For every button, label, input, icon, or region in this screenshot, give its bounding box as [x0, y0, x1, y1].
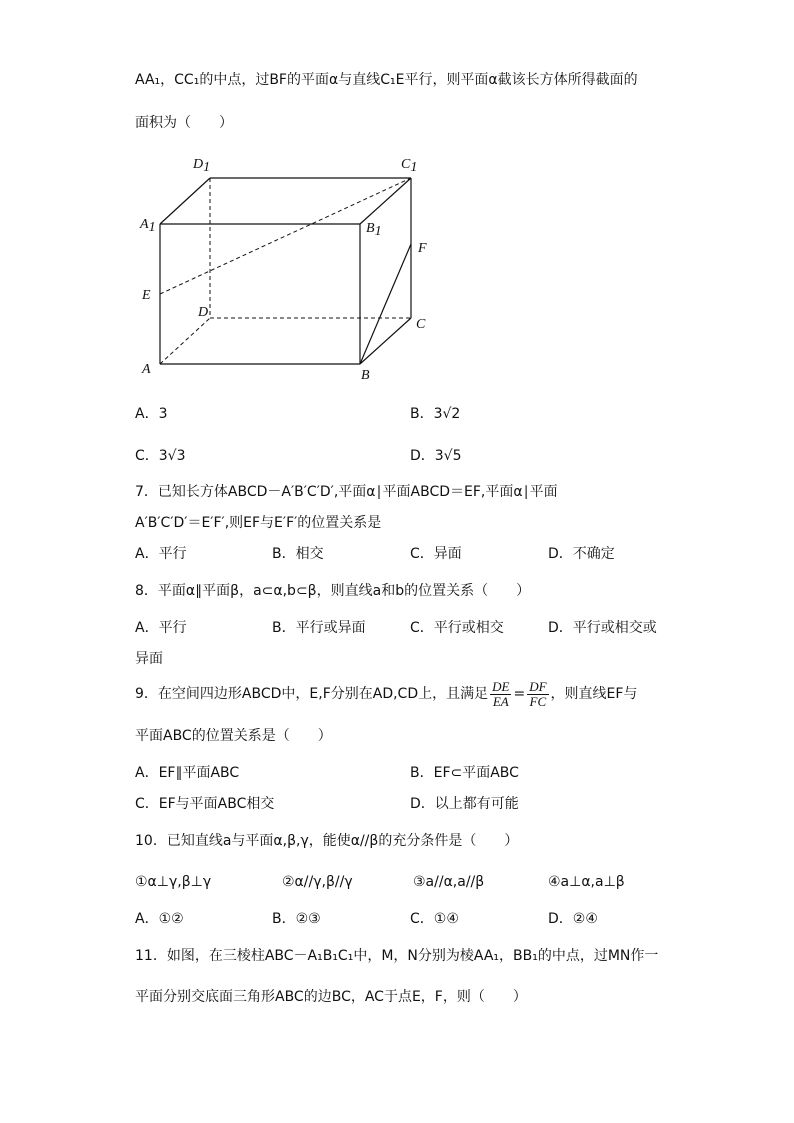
q9-stem-post: ，则直线EF与 — [550, 686, 638, 702]
segment-b-f — [360, 244, 411, 364]
q9-equals: = — [513, 686, 526, 702]
q9-frac2-den: FC — [529, 693, 547, 709]
q9-option-a[interactable]: A．EF∥平面ABC — [135, 765, 240, 781]
q8-option-d[interactable]: D．平行或相交或 — [548, 620, 657, 636]
q10-option-c[interactable]: C．①④ — [410, 911, 459, 927]
label-f: F — [418, 241, 427, 256]
q8-stem: 8．平面α∥平面β，a⊂α,b⊂β，则直线a和b的位置关系（ ） — [135, 583, 531, 599]
q7-option-b[interactable]: B．相交 — [272, 546, 324, 562]
q9-frac2-num: DF — [529, 678, 547, 694]
label-b1: B1 — [366, 221, 382, 239]
hidden-segment-e-c1 — [160, 178, 411, 294]
q9-stem-line2: 平面ABC的位置关系是（ ） — [135, 728, 332, 744]
q9-fraction-de-ea — [490, 680, 511, 709]
label-c1: C1 — [401, 157, 418, 175]
label-e: E — [142, 288, 151, 303]
q9-frac1-den: EA — [492, 693, 509, 709]
q9-stem-line1 — [135, 677, 637, 711]
q10-condition-1: ①α⊥γ,β⊥γ — [135, 874, 212, 890]
hidden-edge-a-d — [160, 318, 210, 364]
label-a: A — [142, 362, 151, 377]
q11-stem-line1: 11．如图，在三棱柱ABC－A₁B₁C₁中，M，N分别为棱AA₁，BB₁的中点，过MN作一 — [135, 948, 659, 964]
label-d1: D1 — [193, 157, 211, 175]
q10-condition-4: ④a⊥α,a⊥β — [548, 874, 625, 890]
q10-stem: 10．已知直线a与平面α,β,γ，能使α//β的充分条件是（ ） — [135, 833, 519, 849]
q7-stem-line2: A′B′C′D′＝E′F′,则EF与E′F′的位置关系是 — [135, 515, 382, 531]
edge-b1-c1 — [360, 178, 411, 224]
q11-stem-line2: 平面分别交底面三角形ABC的边BC，AC于点E，F，则（ ） — [135, 989, 527, 1005]
q6-option-d[interactable]: D．3√5 — [410, 448, 462, 464]
q9-fraction-df-fc — [527, 680, 548, 709]
q7-option-c[interactable]: C．异面 — [410, 546, 462, 562]
edge-b-c — [360, 318, 411, 364]
label-a1: A1 — [140, 217, 156, 235]
q6-option-b[interactable]: B．3√2 — [410, 406, 461, 422]
label-b: B — [361, 368, 370, 383]
q6-option-c[interactable]: C．3√3 — [135, 448, 186, 464]
q10-condition-3: ③a//α,a//β — [413, 874, 485, 890]
q9-option-c[interactable]: C．EF与平面ABC相交 — [135, 796, 275, 812]
q9-option-d[interactable]: D．以上都有可能 — [410, 796, 519, 812]
q8-option-a[interactable]: A．平行 — [135, 620, 187, 636]
q10-condition-2: ②α//γ,β//γ — [282, 874, 353, 890]
q8-option-b[interactable]: B．平行或异面 — [272, 620, 366, 636]
q7-option-d[interactable]: D．不确定 — [548, 546, 615, 562]
q6-stem-line1: AA₁，CC₁的中点，过BF的平面α与直线C₁E平行，则平面α截该长方体所得截面的 — [135, 72, 638, 88]
q7-option-a[interactable]: A．平行 — [135, 546, 187, 562]
q9-stem-pre: 9．在空间四边形ABCD中，E,F分别在AD,CD上，且满足 — [135, 686, 489, 702]
q8-option-c[interactable]: C．平行或相交 — [410, 620, 504, 636]
q6-option-a[interactable]: A．3 — [135, 406, 168, 422]
q10-option-a[interactable]: A．①② — [135, 911, 184, 927]
q9-option-b[interactable]: B．EF⊂平面ABC — [410, 765, 519, 781]
q6-stem-line2: 面积为（ ） — [135, 115, 233, 131]
q10-option-b[interactable]: B．②③ — [272, 911, 321, 927]
label-c: C — [416, 317, 426, 332]
q9-frac1-num: DE — [492, 678, 510, 694]
label-d: D — [198, 305, 209, 320]
q10-option-d[interactable]: D．②④ — [548, 911, 598, 927]
cuboid-figure — [135, 150, 435, 385]
q7-stem-line1: 7．已知长方体ABCD－A′B′C′D′,平面α∣平面ABCD＝EF,平面α∣平面 — [135, 484, 558, 500]
q8-option-d-wrap[interactable]: 异面 — [135, 651, 163, 667]
edge-a1-d1 — [160, 178, 210, 224]
